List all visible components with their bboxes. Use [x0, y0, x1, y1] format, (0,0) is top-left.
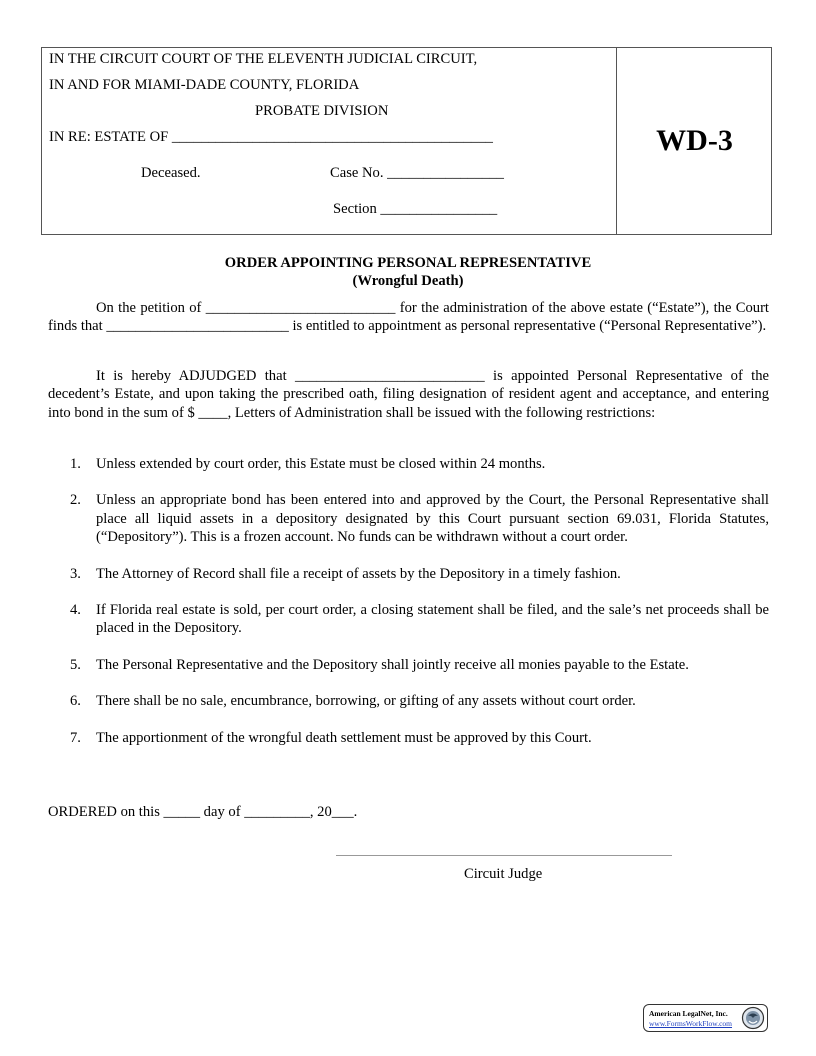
- document-title: ORDER APPOINTING PERSONAL REPRESENTATIVE: [224, 255, 592, 271]
- deceased-label: Deceased.: [141, 165, 201, 181]
- item-text: The apportionment of the wrongful death settlement must be approved by this Court.: [96, 729, 592, 746]
- adjudged-paragraph: [48, 367, 769, 422]
- list-item: [48, 692, 769, 710]
- estate-of-line: IN RE: ESTATE OF ____________________________________________: [49, 129, 493, 145]
- court-line-1: IN THE CIRCUIT COURT OF THE ELEVENTH JUDICIAL CIRCUIT,: [49, 51, 478, 67]
- globe-logo-icon: [741, 1006, 765, 1030]
- item-text: If Florida real estate is sold, per court order, a closing statement shall be filed, and the sale’s net proceeds shall be placed in the Depository.: [96, 602, 769, 637]
- item-number: 7.: [70, 729, 81, 746]
- item-text: Unless extended by court order, this Estate must be closed within 24 months.: [96, 456, 546, 472]
- petition-paragraph: [48, 299, 769, 336]
- signature-label: Circuit Judge: [464, 866, 543, 882]
- item-number: 2.: [70, 492, 81, 509]
- item-text: The Personal Representative and the Depository shall jointly receive all monies payable to the Estate.: [96, 656, 689, 673]
- publisher-badge: [643, 1004, 768, 1032]
- list-item: [48, 491, 769, 546]
- item-number: 4.: [70, 602, 81, 619]
- signature-line: [336, 855, 672, 856]
- item-text: Unless an appropriate bond has been entered into and approved by the Court, the Personal Representative shall place all liquid assets in a depository designated by this Court pursuant section 69.031, Florida Statutes, (“Depository”). This is a frozen account. No funds can be withdrawn without a court order.: [96, 492, 769, 546]
- list-item: [48, 729, 769, 747]
- list-item: [48, 601, 769, 638]
- item-number: 5.: [70, 656, 81, 673]
- document-subtitle: (Wrongful Death): [352, 273, 464, 289]
- division-label: PROBATE DIVISION: [255, 103, 389, 119]
- list-item: [48, 455, 769, 473]
- adjudged-text: It is hereby ADJUDGED that __________________________ is appointed Personal Representative of the decedent’s Estate, and upon taking the prescribed oath, filing designation of resident agent and acceptance, and entering into bond in the sum of $ ____, Letters of Administration shall be issued with the following restrictions:: [48, 368, 769, 421]
- publisher-name: American LegalNet, Inc.: [649, 1009, 728, 1018]
- ordered-date-line: ORDERED on this _____ day of _________, 20___.: [48, 804, 358, 820]
- court-line-2: IN AND FOR MIAMI-DADE COUNTY, FLORIDA: [49, 77, 360, 93]
- item-number: 1.: [70, 456, 81, 472]
- list-item: [48, 565, 769, 583]
- form-code: WD-3: [656, 124, 733, 157]
- section-line: Section ________________: [333, 201, 498, 217]
- case-number-line: Case No. ________________: [330, 165, 504, 181]
- restrictions-list: [48, 455, 769, 765]
- item-text: There shall be no sale, encumbrance, borrowing, or gifting of any assets without court order.: [96, 693, 636, 710]
- publisher-link[interactable]: www.FormsWorkFlow.com: [649, 1019, 733, 1028]
- list-item: [48, 656, 769, 674]
- item-number: 3.: [70, 565, 81, 582]
- petition-text: On the petition of __________________________ for the administration of the above estate (“Estate”), the Court finds that _________________________ is entitled to appointment as personal representative (“Personal Representative”).: [48, 300, 769, 335]
- caption-left-panel: [42, 48, 617, 234]
- case-caption: [41, 47, 772, 235]
- item-number: 6.: [70, 693, 81, 710]
- item-text: The Attorney of Record shall file a receipt of assets by the Depository in a timely fashion.: [96, 565, 621, 582]
